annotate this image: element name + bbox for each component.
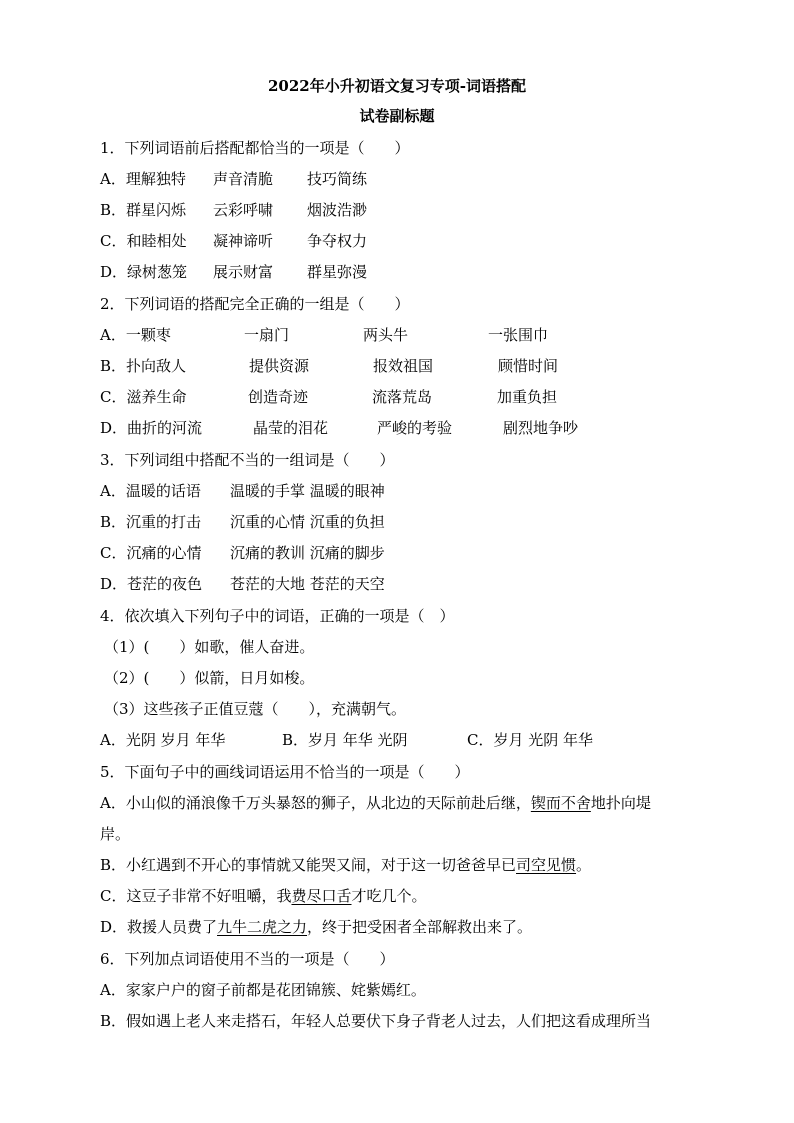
q4-option-b: B．岁月 年华 光阴	[282, 731, 408, 749]
q1-stem: 1．下列词语前后搭配都恰当的一项是（ ）	[100, 139, 410, 157]
q5-c-underlined-term: 费尽口舌	[291, 887, 352, 905]
q3-option-d	[100, 573, 700, 595]
q1-option-d	[100, 261, 700, 283]
q2-option-d	[100, 417, 700, 439]
q1-c-word-3: 争夺权力	[307, 232, 368, 250]
q2-b-word-1: B．扑向敌人	[100, 357, 187, 375]
q3-option-c	[100, 542, 700, 564]
q4-sentence-1: （1）( ）如歌，催人奋进。	[104, 638, 315, 656]
q4-stem: 4．依次填入下列句子中的词语，正确的一项是（ ）	[100, 607, 455, 625]
q5-d-text-before: D．救援人员费了	[100, 918, 218, 936]
page-subtitle: 试卷副标题	[359, 107, 435, 125]
q2-a-word-3: 两头牛	[363, 326, 409, 344]
q5-option-d	[100, 916, 532, 938]
q5-option-c	[100, 885, 427, 907]
q2-stem: 2．下列词语的搭配完全正确的一组是（ ）	[100, 295, 410, 313]
q3-stem: 3．下列词组中搭配不当的一组词是（ ）	[100, 451, 395, 469]
q3-option-a	[100, 480, 700, 502]
q5-c-text-before: C．这豆子非常不好咀嚼，我	[100, 887, 292, 905]
q6-option-a: A．家家户户的窗子前都是花团锦簇、姹紫嫣红。	[100, 981, 426, 999]
q2-option-a	[100, 324, 700, 346]
q5-b-text-after: 。	[576, 856, 592, 874]
q2-a-word-2: 一扇门	[244, 326, 290, 344]
q2-c-word-4: 加重负担	[497, 388, 558, 406]
q2-b-word-4: 顾惜时间	[498, 357, 559, 375]
q2-b-word-2: 提供资源	[249, 357, 310, 375]
q3-b-words-rest: 沉重的心情 沉重的负担	[230, 513, 385, 531]
q1-option-b	[100, 199, 700, 221]
q2-c-word-1: C．滋养生命	[100, 388, 187, 406]
q5-a-text-before: A．小山似的涌浪像千万头暴怒的狮子，从北边的天际前赴后继，	[100, 794, 531, 812]
q5-stem: 5．下面句子中的画线词语运用不恰当的一项是（ ）	[100, 763, 470, 781]
q1-d-word-2: 展示财富	[213, 263, 274, 281]
q5-option-a	[100, 792, 651, 814]
q2-c-word-2: 创造奇迹	[248, 388, 309, 406]
q5-c-text-after: 才吃几个。	[351, 887, 427, 905]
q4-sentence-3: （3）这些孩子正值豆蔻（ ），充满朝气。	[104, 700, 407, 718]
q1-b-word-3: 烟波浩渺	[307, 201, 368, 219]
q1-option-a	[100, 168, 700, 190]
q5-a-underlined-term: 锲而不舍	[530, 794, 591, 812]
q2-c-word-3: 流落荒岛	[372, 388, 433, 406]
q1-a-word-3: 技巧简练	[307, 170, 368, 188]
page-title: 2022年小升初语文复习专项-词语搭配	[268, 77, 526, 95]
q5-option-b	[100, 854, 591, 876]
q2-option-b	[100, 355, 700, 377]
q1-d-word-3: 群星弥漫	[307, 263, 368, 281]
q5-b-text-before: B．小红遇到不开心的事情就又能哭又闹，对于这一切爸爸早已	[100, 856, 517, 874]
q1-c-word-2: 凝神谛听	[213, 232, 274, 250]
q4-option-c: C．岁月 光阴 年华	[467, 731, 594, 749]
q3-c-words-rest: 沉痛的教训 沉痛的脚步	[230, 544, 385, 562]
q2-d-word-1: D．曲折的河流	[100, 419, 203, 437]
q3-option-b	[100, 511, 700, 533]
q3-a-word-1: A．温暖的话语	[100, 482, 201, 500]
q3-b-word-1: B．沉重的打击	[100, 513, 202, 531]
q6-stem: 6．下列加点词语使用不当的一项是（ ）	[100, 950, 395, 968]
q1-option-c	[100, 230, 700, 252]
q1-a-word-2: 声音清脆	[213, 170, 274, 188]
q2-option-c	[100, 386, 700, 408]
q3-d-words-rest: 苍茫的大地 苍茫的天空	[230, 575, 385, 593]
q2-d-word-4: 剧烈地争吵	[503, 419, 579, 437]
q1-c-word-1: C．和睦相处	[100, 232, 187, 250]
q2-a-word-4: 一张围巾	[488, 326, 549, 344]
q5-d-text-after: ，终于把受困者全部解救出来了。	[307, 918, 533, 936]
q1-b-word-2: 云彩呼啸	[213, 201, 274, 219]
q2-a-word-1: A．一颗枣	[100, 326, 171, 344]
q1-a-word-1: A．理解独特	[100, 170, 186, 188]
q6-option-b: B．假如遇上老人来走搭石，年轻人总要伏下身子背老人过去，人们把这看成理所当	[100, 1012, 652, 1030]
q5-option-a-continued: 岸。	[100, 825, 131, 843]
q5-a-text-after: 地扑向堤	[590, 794, 651, 812]
q3-d-word-1: D．苍茫的夜色	[100, 575, 203, 593]
q2-d-word-3: 严峻的考验	[377, 419, 453, 437]
q3-c-word-1: C．沉痛的心情	[100, 544, 202, 562]
q5-b-underlined-term: 司空见惯	[516, 856, 577, 874]
q5-d-underlined-term: 九牛二虎之力	[217, 918, 308, 936]
q4-option-a: A．光阴 岁月 年华	[100, 731, 226, 749]
q2-d-word-2: 晶莹的泪花	[253, 419, 329, 437]
q1-b-word-1: B．群星闪烁	[100, 201, 187, 219]
q4-sentence-2: （2）( ）似箭，日月如梭。	[104, 669, 315, 687]
q3-a-words-rest: 温暖的手掌 温暖的眼神	[230, 482, 385, 500]
q2-b-word-3: 报效祖国	[373, 357, 434, 375]
q4-options	[100, 729, 700, 751]
q1-d-word-1: D．绿树葱笼	[100, 263, 188, 281]
